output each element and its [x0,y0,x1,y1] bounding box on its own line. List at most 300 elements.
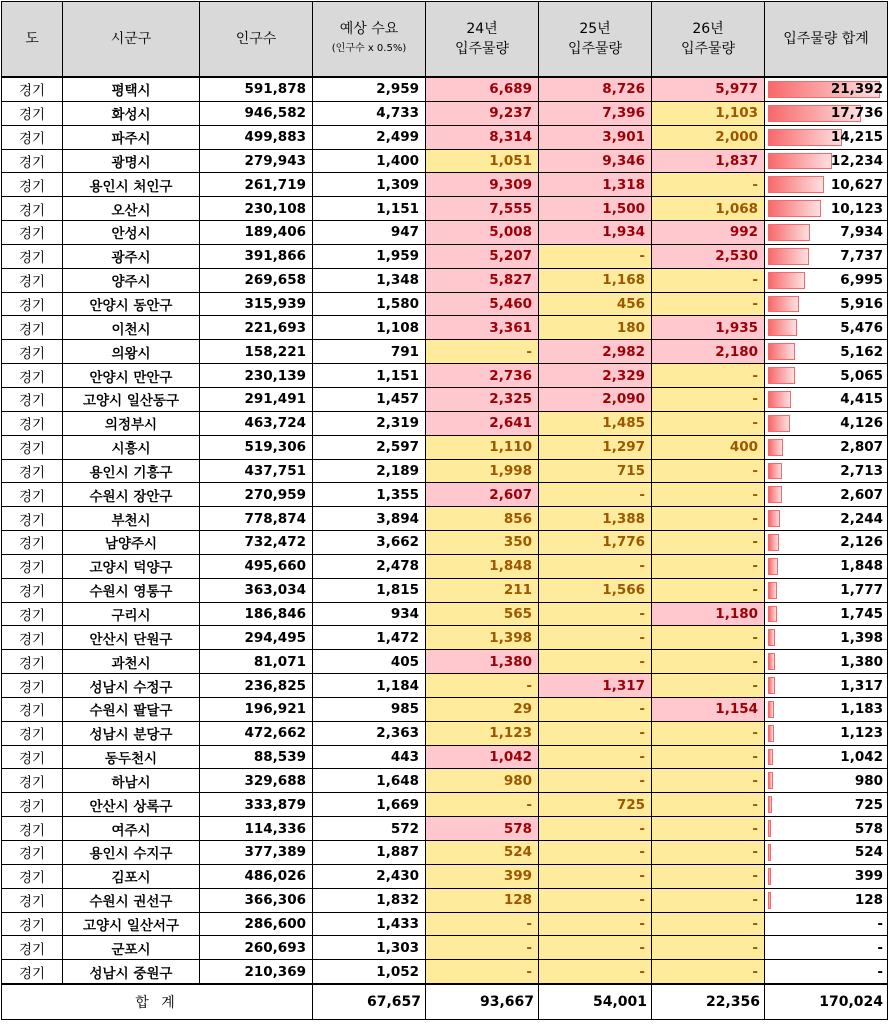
cell-do: 경기 [2,626,63,650]
table-row [2,650,888,674]
cell-total-value: 6,995 [840,272,883,289]
table-row [2,221,888,245]
cell-y25: 1,168 [539,268,652,292]
cell-y25: - [539,888,652,912]
cell-do: 경기 [2,817,63,841]
cell-city: 성남시 분당구 [63,721,200,745]
header-y24-year: 24년 [466,21,498,37]
cell-population: 269,658 [200,268,313,292]
table-row [2,459,888,483]
cell-city: 화성시 [63,101,200,125]
table-row [2,674,888,698]
cell-do: 경기 [2,364,63,388]
cell-demand: 1,108 [313,316,426,340]
cell-city: 고양시 일산동구 [63,387,200,411]
cell-total-value: 399 [854,868,883,885]
cell-total-value: 14,215 [830,129,883,146]
total-databar [768,463,782,480]
cell-y25: - [539,745,652,769]
cell-total [765,745,888,769]
cell-y24: 1,123 [426,721,539,745]
cell-demand: 985 [313,697,426,721]
cell-total-value: 1,380 [840,653,883,670]
cell-population: 363,034 [200,578,313,602]
cell-demand: 2,959 [313,77,426,101]
cell-y26: - [652,459,765,483]
cell-y24: - [426,936,539,960]
cell-y24: 2,607 [426,483,539,507]
cell-total [765,77,888,101]
cell-y26: - [652,960,765,984]
cell-y25: 7,396 [539,101,652,125]
cell-population: 279,943 [200,149,313,173]
cell-do: 경기 [2,674,63,698]
table-row [2,197,888,221]
cell-total [765,674,888,698]
header-city: 시군구 [63,2,200,78]
cell-y26: 1,068 [652,197,765,221]
cell-total [765,411,888,435]
cell-y26: 992 [652,221,765,245]
header-demand-title: 예상 수요 [339,21,399,37]
total-y25: 54,001 [539,984,652,1020]
cell-y26: - [652,674,765,698]
cell-total [765,864,888,888]
cell-demand: 1,303 [313,936,426,960]
cell-total-value: 1,123 [840,725,883,742]
cell-total-value: - [877,963,883,980]
cell-total-value: 725 [854,796,883,813]
cell-do: 경기 [2,197,63,221]
cell-y25: - [539,483,652,507]
cell-population: 88,539 [200,745,313,769]
cell-population: 519,306 [200,435,313,459]
cell-total [765,125,888,149]
cell-do: 경기 [2,340,63,364]
cell-total-value: 2,807 [840,439,883,456]
table-body [2,77,888,984]
cell-demand: 2,189 [313,459,426,483]
cell-y24: - [426,960,539,984]
cell-total [765,626,888,650]
cell-total-value: 5,065 [840,367,883,384]
cell-y24: 9,309 [426,173,539,197]
total-databar [768,439,783,456]
table-row [2,888,888,912]
cell-y26: 1,103 [652,101,765,125]
total-databar [768,343,795,360]
cell-y26: - [652,507,765,531]
total-databar [768,820,771,837]
cell-y25: - [539,769,652,793]
cell-y25: 1,318 [539,173,652,197]
total-databar [768,868,771,885]
total-databar [768,224,810,241]
cell-y25: 1,500 [539,197,652,221]
cell-total [765,697,888,721]
header-total: 입주물량 합계 [765,2,888,78]
cell-demand: 1,669 [313,793,426,817]
cell-demand: 791 [313,340,426,364]
cell-do: 경기 [2,936,63,960]
total-databar [768,319,797,336]
total-databar [768,391,791,408]
header-y26-year: 26년 [692,21,724,37]
cell-y26: - [652,364,765,388]
total-demand: 67,657 [313,984,426,1020]
table-row [2,960,888,984]
cell-population: 315,939 [200,292,313,316]
cell-y25: - [539,817,652,841]
cell-demand: 934 [313,602,426,626]
cell-population: 499,883 [200,125,313,149]
table-row [2,936,888,960]
cell-demand: 1,887 [313,841,426,865]
cell-demand: 1,959 [313,244,426,268]
cell-total [765,769,888,793]
cell-city: 수원시 팔달구 [63,697,200,721]
cell-population: 270,959 [200,483,313,507]
cell-y26: 5,977 [652,77,765,101]
cell-total [765,960,888,984]
cell-total-value: 7,934 [840,224,883,241]
cell-city: 의정부시 [63,411,200,435]
cell-population: 291,491 [200,387,313,411]
table-row [2,77,888,101]
cell-do: 경기 [2,411,63,435]
cell-do: 경기 [2,387,63,411]
cell-do: 경기 [2,173,63,197]
total-databar [768,844,771,861]
total-databar [768,272,805,289]
cell-y25: 1,776 [539,531,652,555]
table-row [2,721,888,745]
cell-city: 용인시 기흥구 [63,459,200,483]
cell-y26: - [652,769,765,793]
cell-y24: 5,207 [426,244,539,268]
cell-total [765,435,888,459]
cell-y24: 399 [426,864,539,888]
cell-total-value: 4,415 [840,391,883,408]
total-databar [768,248,809,265]
table-row [2,864,888,888]
cell-population: 189,406 [200,221,313,245]
cell-city: 남양주시 [63,531,200,555]
cell-total [765,912,888,936]
cell-y25: - [539,936,652,960]
cell-y24: 350 [426,531,539,555]
cell-y25: 1,388 [539,507,652,531]
cell-demand: 1,309 [313,173,426,197]
cell-do: 경기 [2,554,63,578]
cell-y25: 1,566 [539,578,652,602]
cell-city: 시흥시 [63,435,200,459]
cell-y26: - [652,936,765,960]
cell-total-value: 1,848 [840,558,883,575]
cell-population: 377,389 [200,841,313,865]
table-row [2,435,888,459]
cell-demand: 1,472 [313,626,426,650]
cell-city: 동두천시 [63,745,200,769]
table-row [2,483,888,507]
cell-population: 732,472 [200,531,313,555]
cell-do: 경기 [2,149,63,173]
cell-city: 안산시 상록구 [63,793,200,817]
table-row [2,340,888,364]
cell-y26: - [652,411,765,435]
cell-y26: - [652,650,765,674]
cell-city: 양주시 [63,268,200,292]
cell-demand: 1,348 [313,268,426,292]
total-databar [768,701,774,718]
table-row [2,531,888,555]
cell-total [765,817,888,841]
cell-do: 경기 [2,912,63,936]
total-databar [768,486,782,503]
cell-y25: - [539,912,652,936]
cell-demand: 1,400 [313,149,426,173]
cell-y24: 5,460 [426,292,539,316]
cell-y26: - [652,483,765,507]
cell-demand: 3,894 [313,507,426,531]
cell-city: 이천시 [63,316,200,340]
table-footer [2,984,888,1020]
cell-y26: - [652,554,765,578]
cell-total [765,578,888,602]
table-row [2,697,888,721]
cell-y24: 211 [426,578,539,602]
cell-total-value: 5,162 [840,343,883,360]
cell-total [765,459,888,483]
table-row [2,769,888,793]
cell-y26: - [652,912,765,936]
cell-total [765,244,888,268]
cell-y26: - [652,387,765,411]
table-row [2,101,888,125]
cell-total-value: 1,042 [840,749,883,766]
cell-population: 81,071 [200,650,313,674]
cell-y25: - [539,626,652,650]
cell-total-value: 7,737 [840,248,883,265]
cell-city: 용인시 수지구 [63,841,200,865]
cell-y24: 2,641 [426,411,539,435]
total-y26: 22,356 [652,984,765,1020]
cell-y24: 2,736 [426,364,539,388]
cell-demand: 1,832 [313,888,426,912]
cell-total [765,841,888,865]
cell-demand: 1,184 [313,674,426,698]
table-row [2,745,888,769]
cell-total [765,936,888,960]
table-row [2,912,888,936]
cell-do: 경기 [2,578,63,602]
cell-demand: 443 [313,745,426,769]
cell-do: 경기 [2,841,63,865]
cell-total [765,650,888,674]
cell-do: 경기 [2,125,63,149]
cell-y24: - [426,340,539,364]
cell-y24: 565 [426,602,539,626]
cell-total [765,173,888,197]
cell-total [765,507,888,531]
total-databar [768,582,777,599]
cell-population: 196,921 [200,697,313,721]
cell-y25: - [539,841,652,865]
cell-total-value: 2,244 [840,510,883,527]
cell-y24: - [426,793,539,817]
cell-y24: - [426,674,539,698]
table-row [2,364,888,388]
cell-y25: 1,297 [539,435,652,459]
header-do: 도 [2,2,63,78]
cell-city: 안성시 [63,221,200,245]
cell-population: 495,660 [200,554,313,578]
cell-demand: 2,430 [313,864,426,888]
cell-y26: 1,154 [652,697,765,721]
total-sum: 170,024 [765,984,888,1020]
cell-total-value: 1,317 [840,677,883,694]
cell-y25: 1,934 [539,221,652,245]
cell-y25: - [539,721,652,745]
cell-total-value: 2,126 [840,534,883,551]
cell-do: 경기 [2,650,63,674]
total-y24: 93,667 [426,984,539,1020]
table-row [2,316,888,340]
cell-total-value: 4,126 [840,415,883,432]
table-row [2,125,888,149]
cell-demand: 1,580 [313,292,426,316]
cell-do: 경기 [2,435,63,459]
cell-y24: 128 [426,888,539,912]
header-demand-sub: (인구수 x 0.5%) [331,43,407,54]
total-row [2,984,888,1020]
cell-total-value: 5,916 [840,296,883,313]
cell-population: 186,846 [200,602,313,626]
cell-demand: 2,478 [313,554,426,578]
cell-y26: 1,837 [652,149,765,173]
header-y26 [652,2,765,78]
cell-y26: 400 [652,435,765,459]
cell-y24: 1,110 [426,435,539,459]
cell-population: 260,693 [200,936,313,960]
cell-city: 오산시 [63,197,200,221]
cell-city: 파주시 [63,125,200,149]
cell-total-value: 10,123 [830,200,883,217]
cell-city: 성남시 중원구 [63,960,200,984]
cell-city: 의왕시 [63,340,200,364]
cell-total-value: 980 [854,772,883,789]
cell-demand: 2,597 [313,435,426,459]
header-demand [313,2,426,78]
cell-total-value: 10,627 [830,176,883,193]
cell-y26: - [652,888,765,912]
cell-y25: - [539,864,652,888]
table-row [2,149,888,173]
cell-y24: 9,237 [426,101,539,125]
cell-total-value: 2,713 [840,462,883,479]
total-databar [768,629,775,646]
cell-population: 463,724 [200,411,313,435]
cell-y24: - [426,912,539,936]
total-databar [768,176,824,193]
cell-population: 329,688 [200,769,313,793]
total-databar [768,749,773,766]
table-row [2,626,888,650]
cell-y26: - [652,292,765,316]
cell-y25: - [539,697,652,721]
cell-population: 114,336 [200,817,313,841]
cell-do: 경기 [2,745,63,769]
cell-total [765,292,888,316]
cell-city: 과천시 [63,650,200,674]
cell-total-value: 128 [854,892,883,909]
cell-do: 경기 [2,793,63,817]
cell-total [765,364,888,388]
cell-y24: 2,325 [426,387,539,411]
cell-do: 경기 [2,77,63,101]
cell-y26: - [652,864,765,888]
cell-y25: 3,901 [539,125,652,149]
cell-population: 158,221 [200,340,313,364]
table-row [2,173,888,197]
cell-total [765,483,888,507]
cell-population: 391,866 [200,244,313,268]
cell-city: 안양시 만안구 [63,364,200,388]
cell-population: 286,600 [200,912,313,936]
header-y25 [539,2,652,78]
total-databar [768,296,799,313]
cell-do: 경기 [2,244,63,268]
total-label: 합 계 [2,984,313,1020]
cell-y26: - [652,531,765,555]
cell-y26: - [652,841,765,865]
table-row [2,387,888,411]
cell-city: 고양시 일산서구 [63,912,200,936]
cell-y26: - [652,626,765,650]
header-y25-year: 25년 [579,21,611,37]
cell-city: 평택시 [63,77,200,101]
cell-do: 경기 [2,531,63,555]
cell-demand: 1,355 [313,483,426,507]
cell-city: 안양시 동안구 [63,292,200,316]
cell-population: 221,693 [200,316,313,340]
cell-do: 경기 [2,960,63,984]
total-databar [768,653,775,670]
cell-city: 하남시 [63,769,200,793]
cell-y26: 2,180 [652,340,765,364]
cell-city: 수원시 장안구 [63,483,200,507]
cell-population: 210,369 [200,960,313,984]
cell-total-value: - [877,915,883,932]
cell-y25: - [539,960,652,984]
cell-do: 경기 [2,292,63,316]
cell-do: 경기 [2,101,63,125]
cell-total [765,602,888,626]
cell-city: 여주시 [63,817,200,841]
cell-city: 용인시 처인구 [63,173,200,197]
cell-total-value: - [877,939,883,956]
cell-total [765,888,888,912]
cell-do: 경기 [2,268,63,292]
cell-population: 236,825 [200,674,313,698]
cell-y26: - [652,268,765,292]
cell-y25: 8,726 [539,77,652,101]
cell-y24: 1,398 [426,626,539,650]
cell-demand: 572 [313,817,426,841]
cell-total-value: 578 [854,820,883,837]
header-y24-label: 입주물량 [454,41,510,57]
cell-total-value: 5,476 [840,319,883,336]
